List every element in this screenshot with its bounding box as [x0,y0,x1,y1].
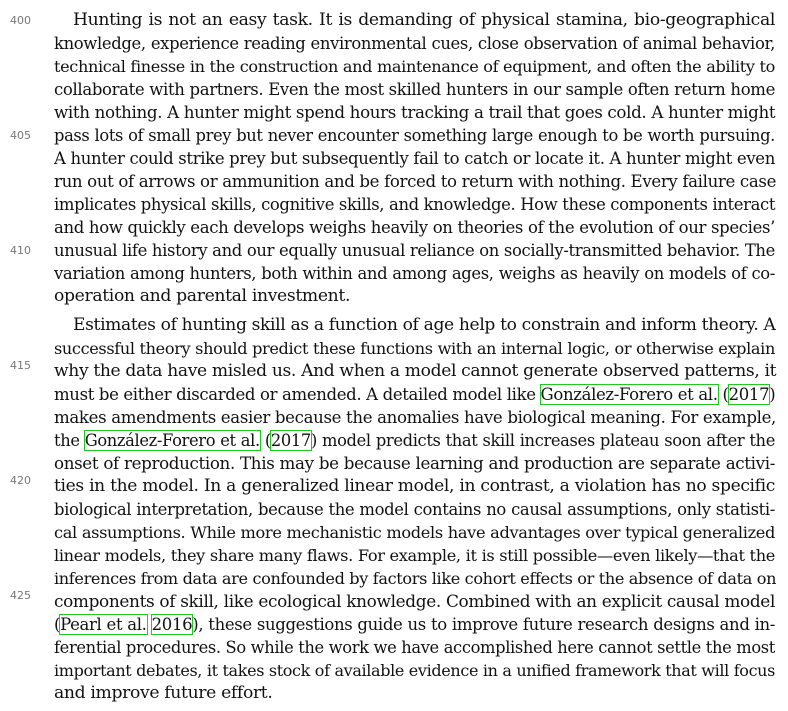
text-line: why the data have misled us. And when a model cannot generate observed patterns, it [54,361,777,381]
text-line: inferences from data are confounded by factors like cohort effects or the absence of data on [54,569,777,588]
text-run: the [54,431,85,450]
text-line: technical finesse in the construction and maintenance of equipment, and often the ability to [54,57,775,76]
text-line: variation among hunters, both within and among ages, weighs as heavily on models of co- [54,264,775,283]
line-number-400: 400 [10,14,31,27]
text-line [54,613,775,636]
text-line: operation and parental investment. [54,286,351,306]
citation-link-year-2016[interactable]: 2016 [151,615,193,634]
text-line: makes amendments easier because the anomalies have biological meaning. For example, [54,408,776,427]
citation-link-pearl[interactable]: Pearl et al. [60,615,147,634]
text-run: ( [54,615,61,634]
citation-link-gonzalez-forero[interactable]: González-Forero et al. [84,431,260,450]
citation-link-year-2017[interactable]: 2017 [728,385,770,404]
text-line: with nothing. A hunter might spend hours tracking a trail that goes cold. A hunter might [54,102,776,122]
text-line: ties in the model. In a generalized linear model, in contrast, a violation has no specific [54,476,775,496]
text-line: cal assumptions. While more mechanistic models have advantages over typical generalized [54,523,775,542]
text-line: pass lots of small prey but never encounter something large enough to be worth pursuing. [54,126,775,145]
text-run: must be either discarded or amended. A detailed model like [54,385,541,404]
text-line: biological interpretation, because the model contains no causal assumptions, only statisti- [54,500,775,519]
text-line: and how quickly each develops weighs heavily on theories of the evolution of our species’ [54,218,775,237]
citation-link-year-2017[interactable]: 2017 [270,431,311,450]
line-number-420: 420 [10,474,31,487]
text-line: collaborate with partners. Even the most skilled hunters in our sample often return home [54,80,775,99]
text-line [54,429,775,452]
text-line: onset of reproduction. This may be because learning and production are separate activi- [54,453,775,473]
text-line: successful theory should predict these functions with an internal logic, or otherwise explain [54,339,775,358]
line-number-405: 405 [10,129,31,142]
text-line: components of skill, like ecological knowledge. Combined with an explicit causal model [54,591,775,611]
text-line [54,383,775,406]
text-line: implicates physical skills, cognitive skills, and knowledge. How these components interact [54,195,776,214]
text-line: knowledge, experience reading environmental cues, close observation of animal behavior, [54,34,775,53]
text-line: ferential procedures. So while the work we have accomplished here cannot settle the most [54,638,775,657]
text-run: ( [717,385,729,404]
text-run: ) model predicts that skill increases plateau soon after the [310,431,775,450]
text-line: and improve future effort. [54,683,273,703]
text-line: important debates, it takes stock of available evidence in a unified framework that will focus [54,661,775,680]
text-line: A hunter could strike prey but subsequently fail to catch or locate it. A hunter might even [54,149,775,168]
text-run [147,615,152,634]
citation-link-gonzalez-forero[interactable]: González-Forero et al. [540,385,718,404]
text-run: ( [259,431,271,450]
text-line: Hunting is not an easy task. It is demanding of physical stamina, bio-geographical [73,10,775,30]
text-line: run out of arrows or ammunition and be forced to return with nothing. Every failure case [54,172,777,191]
text-line: linear models, they share many flaws. For example, it is still possible—even likely—that the [54,546,775,565]
text-line: Estimates of hunting skill as a function of age help to constrain and inform theory. A [73,315,776,335]
text-line: unusual life history and our equally unusual reliance on socially-transmitted behavior. The [54,241,775,260]
text-run: ) [769,385,776,404]
line-number-415: 415 [10,359,31,372]
line-number-425: 425 [10,589,31,602]
line-number-410: 410 [10,244,31,257]
text-run: ), these suggestions guide us to improve future research designs and in- [192,615,776,634]
